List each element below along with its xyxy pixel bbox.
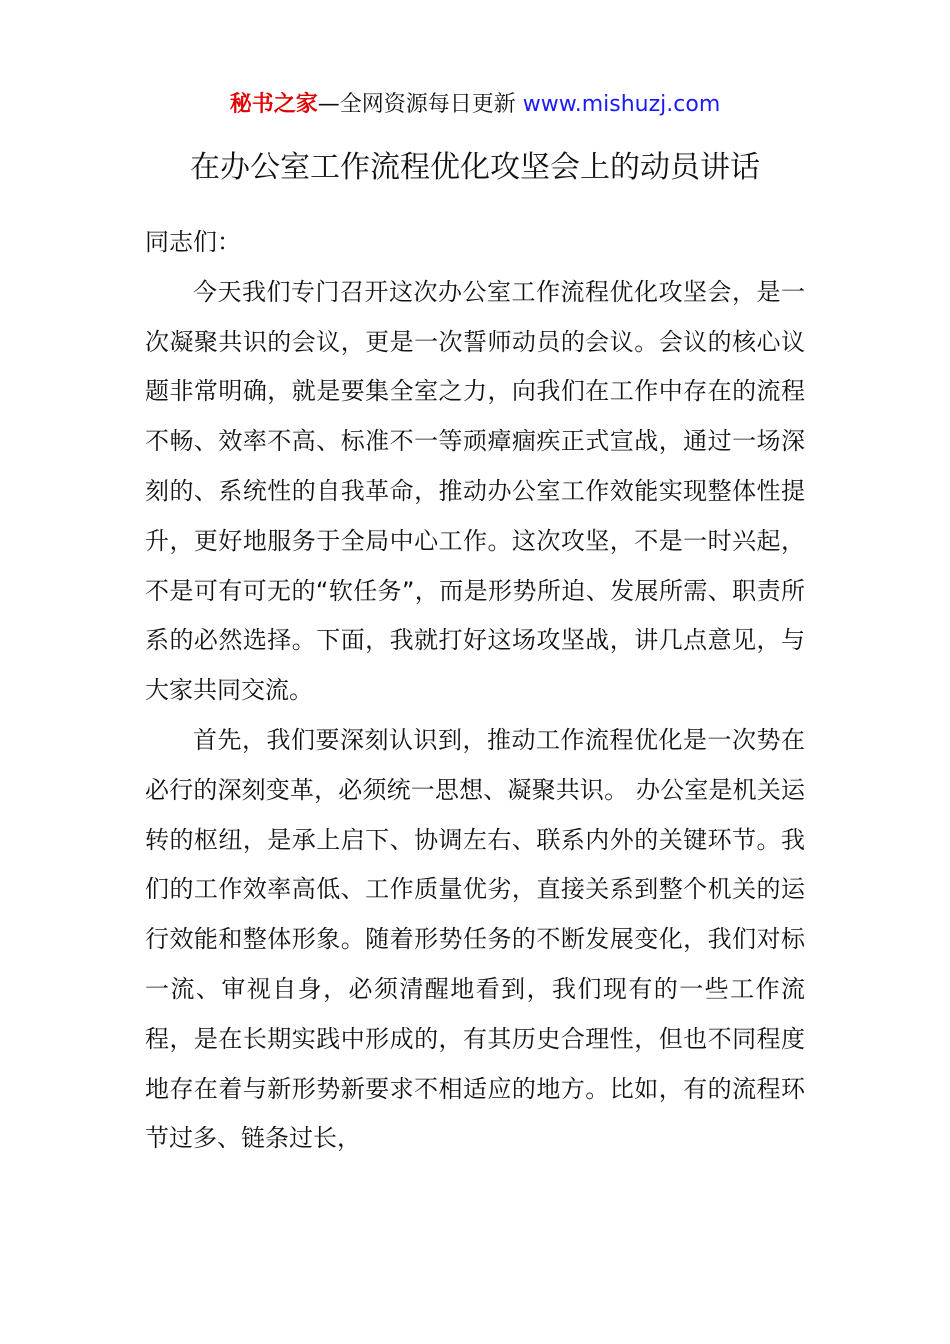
salutation: 同志们： <box>145 228 241 256</box>
document-body <box>145 218 805 1164</box>
site-url-link[interactable]: www.mishuzj.com <box>522 92 721 117</box>
header-tagline: —全网资源每日更新 <box>317 92 523 117</box>
site-header <box>0 88 950 122</box>
document-title: 在办公室工作流程优化攻坚会上的动员讲话 <box>190 150 760 185</box>
paragraph-1: 今天我们专门召开这次办公室工作流程优化攻坚会，是一次凝聚共识的会议，更是一次誓师动员的会议。会议的核心议题非常明确，就是要集全室之力，向我们在工作中存在的流程不畅、效率不高、标准不一等顽瘴痼疾正式宣战，通过一场深刻的、系统性的自我革命，推动办公室工作效能实现整体性提升，更好地服务于全局中心工作。这次攻坚，不是一时兴起，不是可有可无的“软任务”，而是形势所迫、发展所需、职责所系的必然选择。下面，我就打好这场攻坚战，讲几点意见，与大家共同交流。 <box>145 277 805 705</box>
brand-name: 秘书之家 <box>229 92 318 117</box>
paragraph-2: 首先，我们要深刻认识到，推动工作流程优化是一次势在必行的深刻变革，必须统一思想、凝聚共识。 办公室是机关运转的枢纽，是承上启下、协调左右、联系内外的关键环节。我们的工作效率高低、工作质量优劣，直接关系到整个机关的运行效能和整体形象。随着形势任务的不断发展变化，我们对标一流、审视自身，必须清醒地看到，我们现有的一些工作流程，是在长期实践中形成的，有其历史合理性，但也不同程度地存在着与新形势新要求不相适应的地方。比如，有的流程环节过多、链条过长， <box>145 725 805 1153</box>
